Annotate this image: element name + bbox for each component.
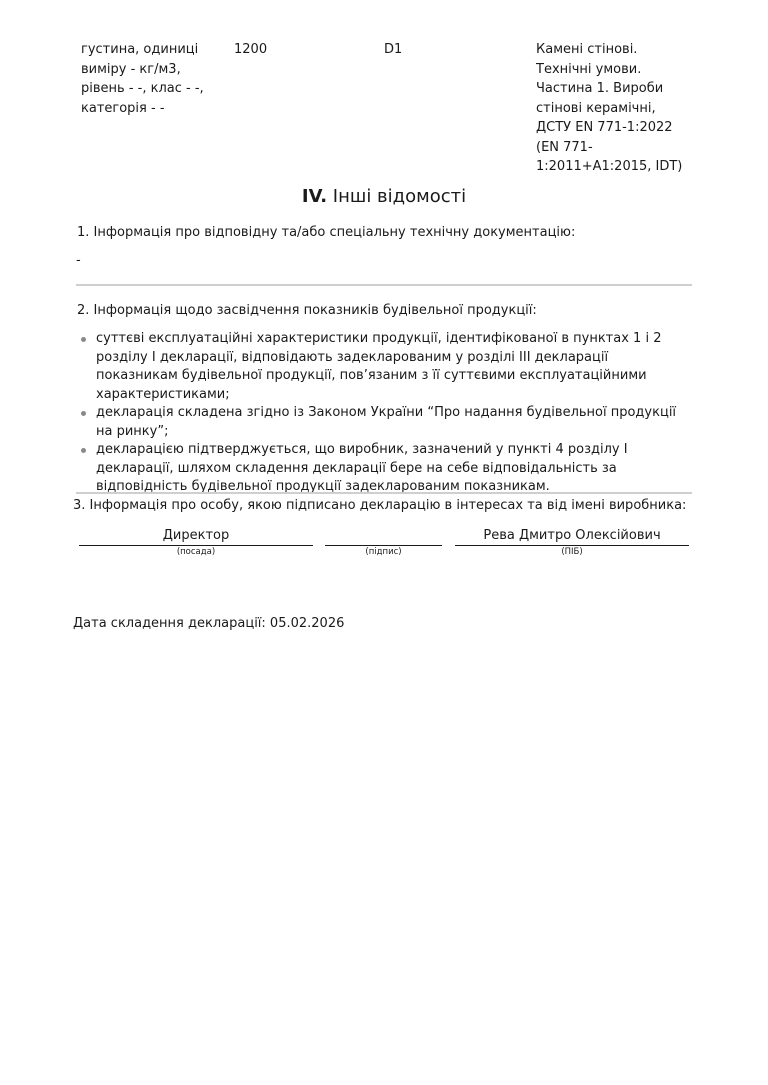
section-name: Інші відомості (332, 186, 467, 207)
standard-cell: Камені стінові. Технічні умови. Частина 1. Вироби стінові керамічні, ДСТУ EN 771-1:2022 (EN 771- 1:2011+A1:2015, IDT) (536, 42, 683, 174)
value-cell: 1200 (234, 42, 268, 57)
section-title (0, 186, 768, 208)
list-item-text: декларація складена згідно із Законом України “Про надання будівельної продукції на ринку”; (96, 405, 677, 439)
item3-heading: 3. Інформація про особу, якою підписано декларацію в інтересах та від імені виробника: (73, 498, 687, 513)
section-number: IV. (301, 186, 328, 207)
divider (76, 284, 692, 286)
characteristic-cell: густина, одиниці виміру - кг/м3, рівень - -, клас - -, категорія - - (81, 42, 204, 116)
list-item-text: суттєві експлуатаційні характеристики продукції, ідентифікованої в пунктах 1 і 2 розділу I декларації, відповідають задекларованим у розділі III декларації показникам будівельної продукції, пов’язаним з її суттєвими експлуатаційними характеристиками; (96, 331, 662, 402)
divider (76, 492, 692, 494)
list-item (80, 441, 692, 497)
name-underline (455, 545, 689, 546)
list-item (80, 330, 692, 404)
position-underline (79, 545, 313, 546)
signature-value (325, 527, 442, 544)
bullet-icon (81, 448, 86, 453)
signature-caption: (підпис) (365, 547, 402, 557)
signature-underline (325, 545, 442, 546)
bullet-icon (81, 337, 86, 342)
item1-value: - (76, 253, 81, 268)
item1-heading: 1. Інформація про відповідну та/або спеціальну технічну документацію: (77, 225, 576, 240)
position-value: Директор (162, 528, 230, 543)
declaration-date: Дата складення декларації: 05.02.2026 (73, 616, 345, 631)
name-value: Рева Дмитро Олексійович (483, 528, 661, 543)
name-field (455, 527, 689, 558)
position-caption: (посада) (176, 547, 216, 557)
name-caption: (ПІБ) (561, 547, 583, 557)
characteristics-table-row (81, 40, 691, 180)
position-field (79, 527, 313, 558)
signature-field (325, 527, 442, 558)
class-cell: D1 (384, 42, 403, 57)
item2-heading: 2. Інформація щодо засвідчення показників будівельної продукції: (77, 303, 537, 318)
list-item (80, 404, 692, 441)
item2-bullet-list (80, 330, 692, 497)
list-item-text: декларацією підтверджується, що виробник, зазначений у пункті 4 розділу I декларації, шляхом складення декларації бере на себе відповідальність за відповідність будівельної продукції задекларованим показникам. (96, 442, 628, 494)
bullet-icon (81, 411, 86, 416)
